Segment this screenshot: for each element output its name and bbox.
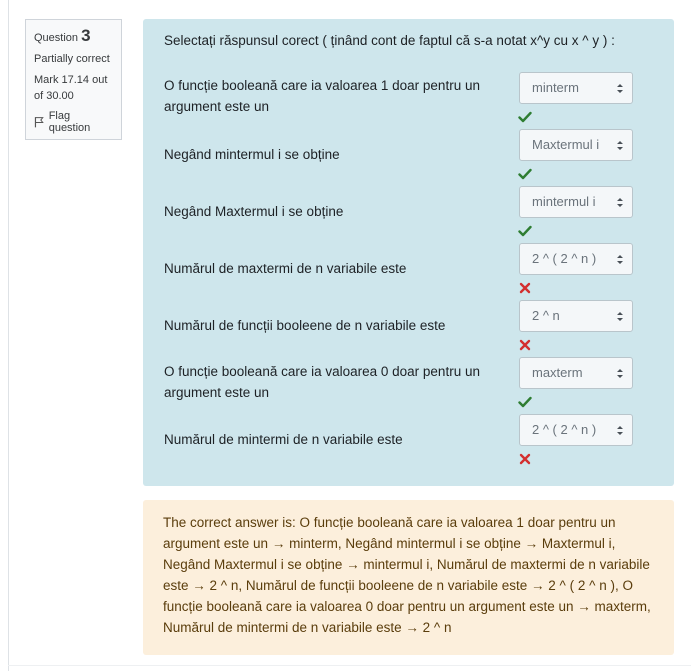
correct-answer-text: The correct answer is: O funcție booleană care ia valoarea 1 doar pentru un argument este un → minterm, Negând mintermul i se obține → Maxtermul i, Negând Maxtermul i se obține → mintermul i, Numărul de maxtermi de n variabile este → 2 ^ n, Numărul de funcții booleene de n variabile este → 2 ^ ( 2 ^ n ), O funcție booleană care ia valoarea 0 doar pentru un argument este un → maxterm, Numărul de mintermi de n variabile este → 2 ^ n [163, 515, 651, 635]
answer-select[interactable] [519, 414, 633, 446]
question-prompt-text: Selectați răspunsul corect ( ținând cont de faptul că s-a notat x^y cu x ^ y ) : [164, 33, 615, 48]
question-row-label: Numărul de maxtermi de n variabile este [164, 261, 407, 276]
answer-select-value: 2 ^ ( 2 ^ n ) [532, 251, 597, 266]
question-prompt [164, 33, 615, 48]
cross-icon [518, 338, 532, 352]
select-arrows-icon [616, 140, 624, 151]
select-arrows-icon [616, 368, 624, 379]
answer-select-value: minterm [532, 80, 579, 95]
answer-select[interactable] [519, 186, 633, 218]
answer-select-value: 2 ^ ( 2 ^ n ) [532, 422, 597, 437]
select-arrows-icon [616, 197, 624, 208]
select-arrows-icon [616, 425, 624, 436]
page-left-border [0, 0, 9, 671]
answer-select-value: 2 ^ n [532, 308, 560, 323]
bottom-divider [8, 665, 691, 666]
select-arrows-icon [616, 254, 624, 265]
question-row-label: Negând mintermul i se obține [164, 147, 340, 162]
answer-select[interactable] [519, 243, 633, 275]
flag-question-link[interactable] [34, 110, 113, 134]
question-state: Partially correct [34, 53, 110, 65]
select-arrows-icon [616, 311, 624, 322]
flag-icon [34, 116, 45, 128]
question-grade: Mark 17.14 out of 30.00 [34, 74, 108, 102]
question-number [34, 26, 113, 46]
question-row-label: Numărul de mintermi de n variabile este [164, 432, 403, 447]
cross-icon [518, 452, 532, 466]
question-row-label: Numărul de funcții booleene de n variabile este [164, 318, 446, 333]
check-icon [518, 224, 532, 238]
select-arrows-icon [616, 83, 624, 94]
question-info [25, 19, 122, 140]
check-icon [518, 395, 532, 409]
question-label: Question [34, 32, 79, 44]
answer-select-value: mintermul i [532, 194, 596, 209]
cross-icon [518, 281, 532, 295]
check-icon [518, 110, 532, 124]
correct-answer-feedback [143, 500, 674, 655]
question-row-label: O funcție booleană care ia valoarea 1 doar pentru un argument este un [164, 78, 480, 114]
answer-select-value: Maxtermul i [532, 137, 600, 152]
answer-select[interactable] [519, 357, 633, 389]
question-formulation [143, 19, 674, 486]
question-row-label: Negând Maxtermul i se obține [164, 204, 344, 219]
answer-select-value: maxterm [532, 365, 583, 380]
check-icon [518, 167, 532, 181]
question-row-label: O funcție booleană care ia valoarea 0 doar pentru un argument este un [164, 364, 480, 400]
answer-select[interactable] [519, 300, 633, 332]
flag-question-label: Flag question [48, 110, 91, 134]
answer-select[interactable] [519, 129, 633, 161]
answer-select[interactable] [519, 72, 633, 104]
question-number-value: 3 [81, 26, 91, 45]
